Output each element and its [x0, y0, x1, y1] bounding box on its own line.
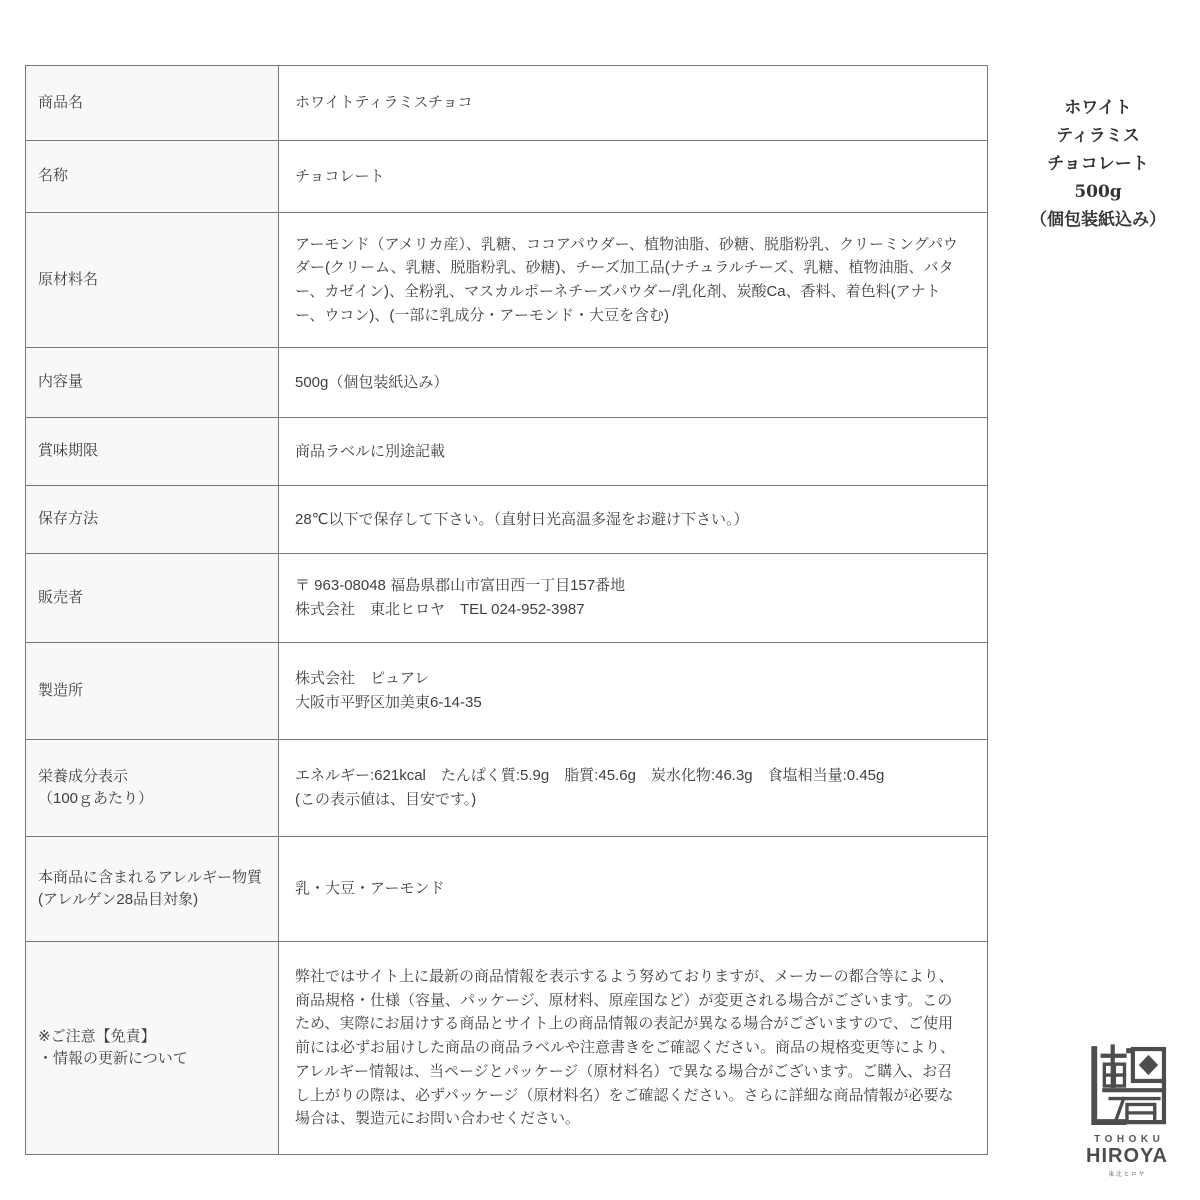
label-text: ※ご注意【免責】: [38, 1027, 156, 1045]
label-text: 内容量: [38, 373, 84, 391]
row-label-name: [26, 141, 279, 213]
value-text: ホワイトティラミスチョコ: [295, 94, 473, 112]
product-summary-line: ホワイト: [1064, 98, 1132, 118]
value-text: 〒 963-08048 福島県郡山市富田西一丁目157番地: [295, 577, 626, 595]
label-text: 賞味期限: [38, 442, 99, 460]
row-value-seller: [279, 554, 987, 643]
value-text: チョコレート: [295, 167, 385, 185]
label-text: 商品名: [38, 93, 84, 111]
value-text: 大阪市平野区加美東6-14-35: [295, 694, 482, 711]
logo-tohoku-text: TOHOKU: [1094, 1134, 1165, 1145]
logo-subtext: 東北ヒロヤ: [1108, 1172, 1146, 1178]
row-label-product-name: [26, 66, 279, 141]
product-summary-line: チョコレート: [1047, 154, 1149, 174]
label-text: 原材料名: [38, 270, 99, 288]
value-text: 商品ラベルに別途記載: [295, 442, 446, 460]
product-summary-line: ティラミス: [1056, 126, 1140, 146]
label-text: 栄養成分表示: [38, 767, 129, 785]
row-label-manufacturer: [26, 643, 279, 740]
row-value-net-content: [279, 348, 987, 418]
value-text: 株式会社 東北ヒロヤ TEL 024-952-3987: [295, 601, 585, 618]
label-text: 本商品に含まれるアレルギー物質: [38, 868, 263, 886]
label-text: 製造所: [38, 681, 84, 699]
label-text: ・情報の更新について: [38, 1050, 188, 1067]
value-text: 500g（個包装紙込み）: [295, 373, 449, 391]
row-value-storage: [279, 486, 987, 554]
row-label-disclaimer: [26, 942, 279, 1154]
value-text: 株式会社 ピュアレ: [295, 670, 430, 688]
hiroya-logo: [1078, 1044, 1176, 1178]
label-text: 保存方法: [38, 510, 99, 528]
row-label-net-content: [26, 348, 279, 418]
label-text: 名称: [38, 167, 69, 185]
row-label-allergens: [26, 837, 279, 942]
hiroya-logo-mark-icon: [1085, 1044, 1169, 1128]
row-label-seller: [26, 554, 279, 643]
row-label-ingredients: [26, 213, 279, 348]
label-text: (アレルゲン28品目対象): [38, 891, 199, 908]
product-summary-line: （個包装紙込み）: [1030, 210, 1166, 230]
row-value-manufacturer: [279, 643, 987, 740]
row-label-storage: [26, 486, 279, 554]
value-text: 乳・大豆・アーモンド: [295, 880, 445, 898]
label-text: 販売者: [38, 588, 84, 606]
logo-hiroya-text: HIROYA: [1086, 1145, 1168, 1167]
row-label-best-before: [26, 418, 279, 486]
product-summary: [1017, 94, 1179, 234]
row-value-nutrition: [279, 740, 987, 837]
product-spec-table: [25, 65, 988, 1155]
value-text: エネルギー:621kcal たんぱく質:5.9g 脂質:45.6g 炭水化物:46.3g 食塩相当量:0.45g: [295, 767, 885, 785]
row-label-nutrition: [26, 740, 279, 837]
value-text: (この表示値は、目安です。): [295, 791, 477, 808]
product-summary-line: 500g: [1074, 182, 1122, 202]
row-value-best-before: [279, 418, 987, 486]
value-text: アーモンド（アメリカ産）、乳糖、ココアパウダー、植物油脂、砂糖、脱脂粉乳、クリーミングパウダー(クリーム、乳糖、脱脂粉乳、砂糖)、チーズ加工品(ナチュラルチーズ、乳糖、植物油脂、バター、カゼイン)、全粉乳、マスカルポーネチーズパウダー/乳化剤、炭酸Ca、香料、着色料(アナトー、ウコン)、(一部に乳成分・アーモンド・大豆を含む): [295, 235, 958, 324]
row-value-ingredients: [279, 213, 987, 348]
row-value-disclaimer: [279, 942, 987, 1154]
value-text: 弊社ではサイト上に最新の商品情報を表示するよう努めておりますが、メーカーの都合等により、商品規格・仕様（容量、パッケージ、原材料、原産国など）が変更される場合がございます。このため、実際にお届けする商品とサイト上の商品情報の表記が異なる場合がございますので、ご使用前には必ずお届けした商品の商品ラベルや注意書きをご確認ください。商品の規格変更等により、アレルギー情報は、当ページとパッケージ（原材料名）で異なる場合がございます。ご購入、お召し上がりの際は、必ずパッケージ（原材料名）をご確認ください。さらに詳細な商品情報が必要な場合は、製造元にお問い合わせください。: [295, 968, 956, 1128]
row-value-allergens: [279, 837, 987, 942]
value-text: 28℃以下で保存して下さい。（直射日光高温多湿をお避け下さい。）: [295, 510, 749, 528]
label-text: （100ｇあたり）: [38, 790, 154, 807]
row-value-product-name: [279, 66, 987, 141]
row-value-name: [279, 141, 987, 213]
